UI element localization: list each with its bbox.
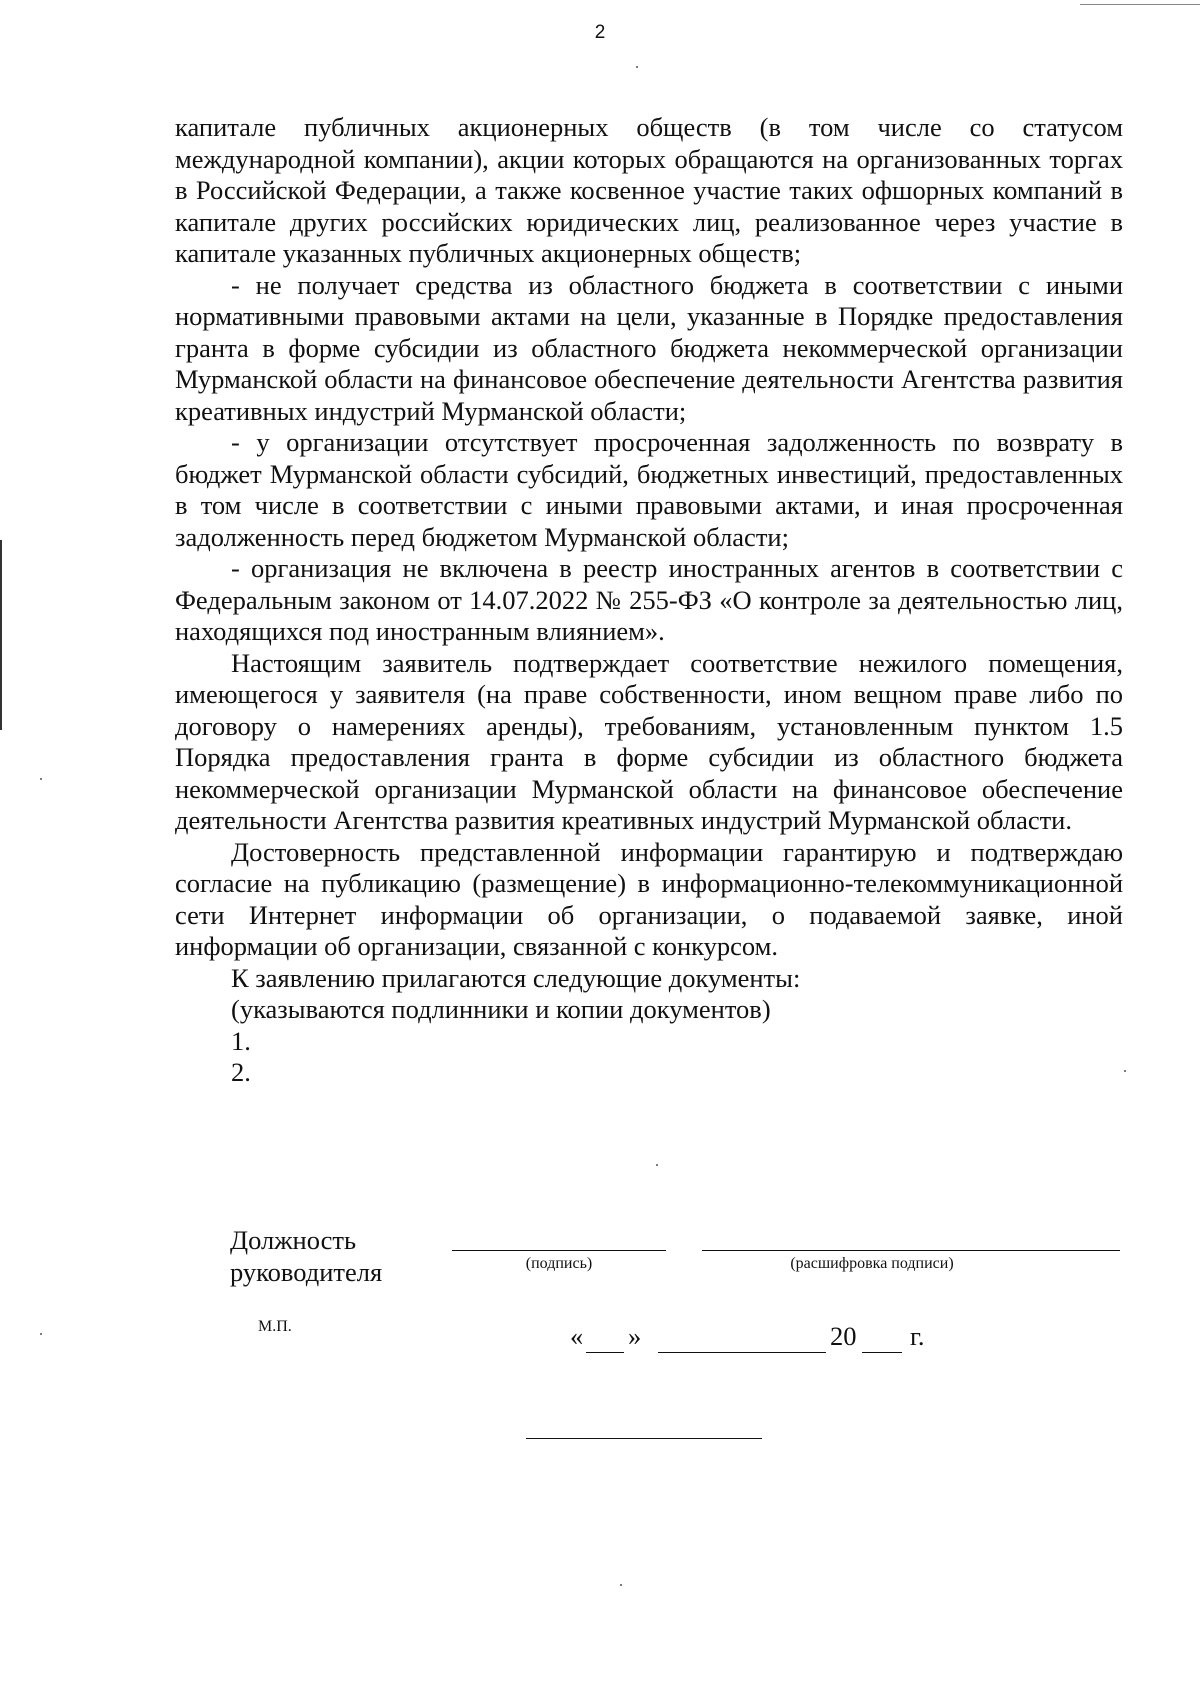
signature-caption: (подпись) <box>525 1255 593 1272</box>
left-margin-scan-mark <box>0 540 2 730</box>
date-open-quote: « <box>570 1321 584 1351</box>
date-day-line <box>586 1352 624 1353</box>
position-label-line1: Должность <box>230 1225 357 1255</box>
date-close-quote: » <box>628 1321 642 1351</box>
closing-separator-line <box>526 1438 762 1439</box>
attachments-note: (указываются подлинники и копии документов) <box>231 994 771 1024</box>
paragraph-no-overdue-debt: - у организации отсутствует просроченная задолженность по возврату в бюджет Мурманской области субсидий, бюджетных инвестиций, предоставленных в том числе в соответствии с иными правовыми актами, и иная просроченная задолженность перед бюджетом Мурманской области; <box>175 427 1123 552</box>
paragraph-offshore-participation: капитале публичных акционерных обществ (в том числе со статусом международной компании), акции которых обращаются на организованных торгах в Российской Федерации, а также косвенное участие таких офшорных компаний в капитале других российских юридических лиц, реализованное через участие в капитале указанных публичных акционерных обществ; <box>175 112 1123 268</box>
attachment-item: 1. <box>231 1025 251 1056</box>
date-year-suffix: г. <box>910 1321 925 1351</box>
scan-speck <box>1124 1070 1126 1072</box>
date-year-line <box>862 1352 902 1353</box>
top-edge-rule <box>1080 4 1200 5</box>
paragraph-publication-consent: Достоверность представленной информации гарантирую и подтверждаю согласие на публикацию (размещение) в информационно-телекоммуникационной сети Интернет информации об организации, о подаваемой заявке, иной информации об организации, связанной с конкурсом. <box>175 836 1123 961</box>
date-year-prefix: 20 <box>830 1321 857 1351</box>
attachments-intro: К заявлению прилагаются следующие документы: <box>231 962 801 993</box>
scan-speck <box>636 66 638 68</box>
scan-speck <box>620 1584 622 1586</box>
paragraph-not-foreign-agent: - организация не включена в реестр иностранных агентов в соответствии с Федеральным законом от 14.07.2022 № 255-ФЗ «О контроле за деятельностью лиц, находящихся под иностранным влиянием». <box>175 553 1123 646</box>
page-number: 2 <box>594 22 606 43</box>
scan-speck <box>40 1333 42 1335</box>
scan-speck <box>40 778 42 780</box>
signatory-position <box>230 1224 382 1288</box>
paragraph-no-budget-funds: - не получает средства из областного бюджета в соответствии с иными нормативными правовыми актами на цели, указанные в Порядке предоставления гранта в форме субсидии из областного бюджета некоммерческой организации Мурманской области на финансовое обеспечение деятельности Агентства развития креативных индустрий Мурманской области; <box>175 269 1123 426</box>
signature-line <box>452 1250 666 1251</box>
name-decoding-line <box>702 1250 1120 1251</box>
paragraph-premises-compliance: Настоящим заявитель подтверждает соответствие нежилого помещения, имеющегося у заявителя (на праве собственности, ином вещном праве либо по договору о намерениях аренды), требованиям, установленным пунктом 1.5 Порядка предоставления гранта в форме субсидии из областного бюджета некоммерческой организации Мурманской области на финансовое обеспечение деятельности Агентства развития креативных индустрий Мурманской области. <box>175 647 1123 835</box>
attachment-item: 2. <box>231 1057 251 1087</box>
date-month-line <box>658 1352 826 1353</box>
scan-speck <box>656 1164 658 1166</box>
position-label-line2: руководителя <box>230 1257 383 1287</box>
name-decoding-caption: (расшифровка подписи) <box>790 1255 954 1272</box>
stamp-place-label: М.П. <box>258 1318 292 1335</box>
document-body <box>175 112 1123 1089</box>
